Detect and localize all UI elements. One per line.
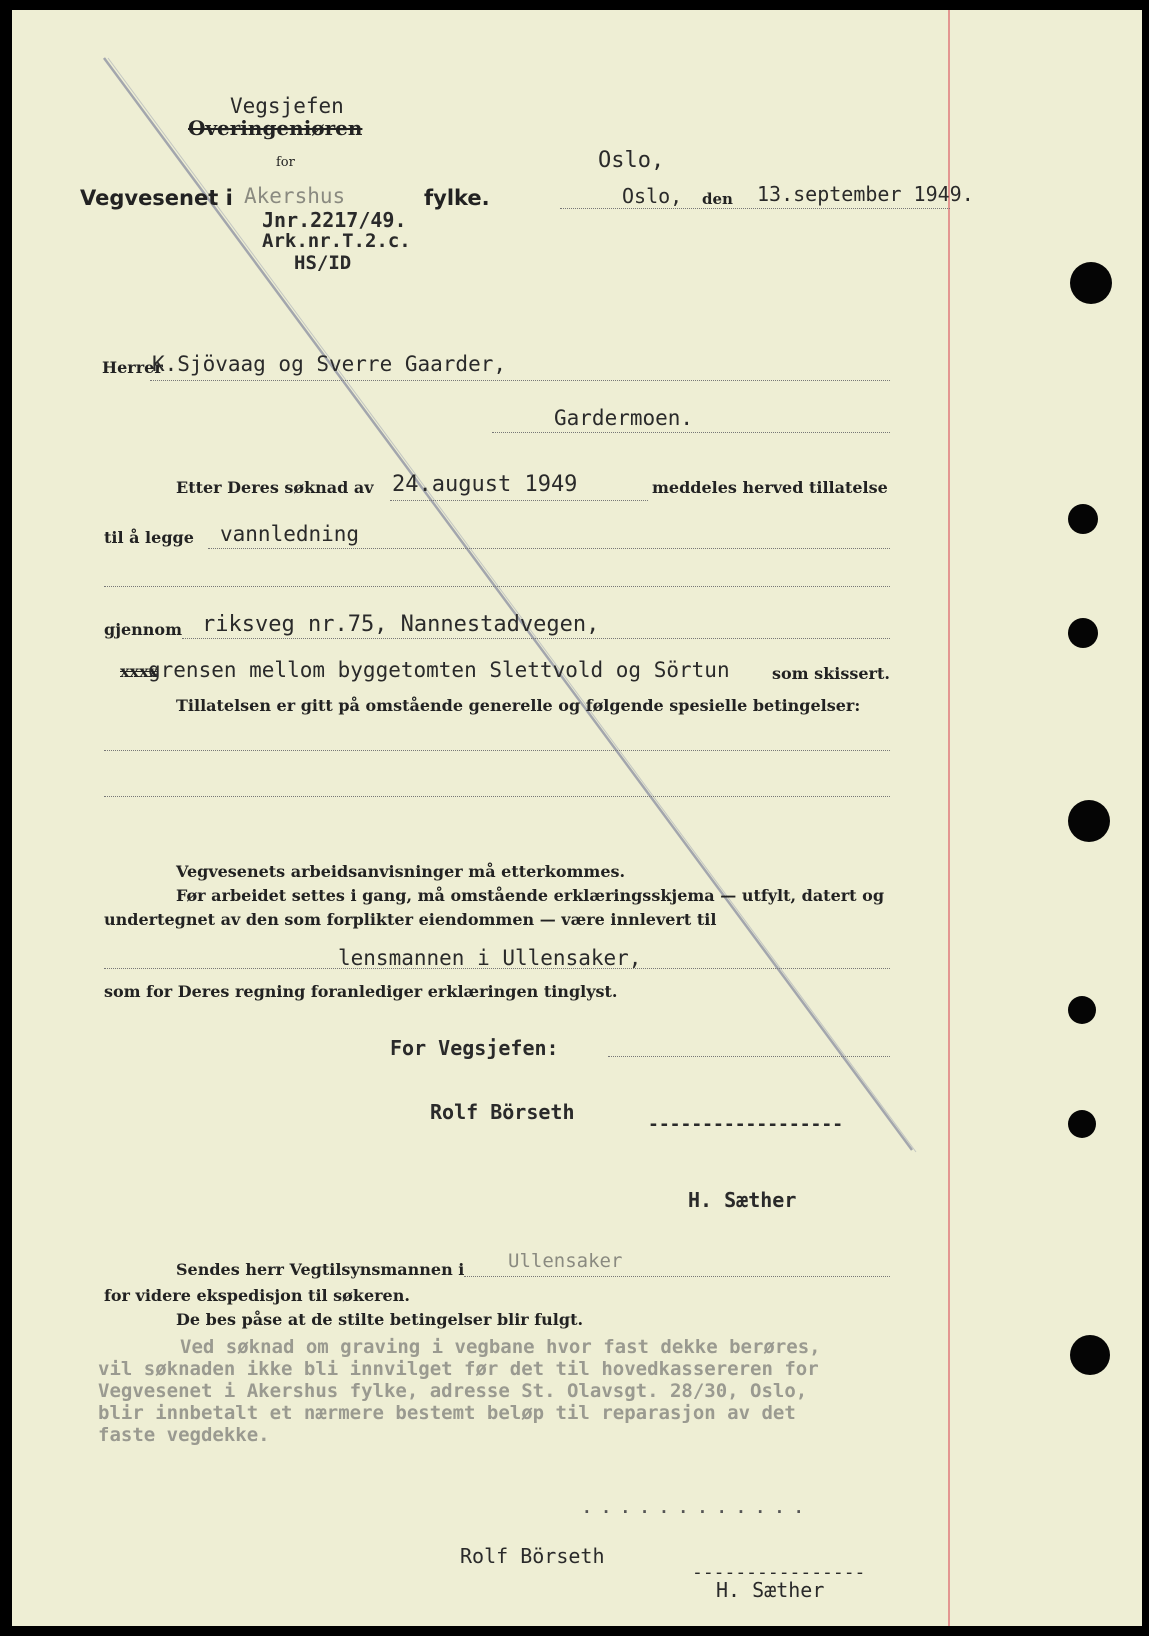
lay-label: til å legge bbox=[104, 528, 194, 547]
application-date: 24.august 1949 bbox=[392, 472, 578, 497]
office-printed: Overingeniøren bbox=[188, 116, 363, 140]
journal-number: Jnr.2217/49. bbox=[262, 208, 407, 232]
county-typed: Akershus bbox=[244, 184, 346, 208]
conditions-dotted-line-1 bbox=[104, 750, 890, 751]
date: 13.september 1949. bbox=[757, 182, 974, 206]
punch-hole bbox=[1070, 262, 1112, 304]
date-dotted-line bbox=[560, 208, 950, 209]
forward-district: Ullensaker bbox=[508, 1250, 623, 1272]
through-label: gjennom bbox=[104, 620, 183, 639]
declaration-line-2: undertegnet av den som forplikter eiendommen — være innlevert til bbox=[104, 910, 717, 929]
org-suffix: fylke. bbox=[424, 186, 490, 210]
place: Oslo, bbox=[622, 184, 683, 208]
punch-hole bbox=[1068, 1110, 1096, 1138]
application-date-dots bbox=[390, 500, 648, 501]
archive-number: Ark.nr.T.2.c. bbox=[262, 230, 411, 252]
signature-second: H. Sæther bbox=[688, 1188, 797, 1212]
signature-dashes: ------------------ bbox=[648, 1114, 844, 1135]
registration-line: som for Deres regning foranlediger erklæringen tinglyst. bbox=[104, 982, 618, 1001]
declaration-line-1: Før arbeidet settes i gang, må omstående erklæringsskjema — utfylt, datert og bbox=[176, 886, 884, 905]
conditions-dotted-line-2 bbox=[104, 796, 890, 797]
through-dotted-line bbox=[182, 638, 890, 639]
footer-dashes: ---------------- bbox=[692, 1562, 866, 1583]
as-sketched: som skissert. bbox=[772, 664, 890, 683]
initials: HS/ID bbox=[294, 252, 352, 274]
notice-line-3: Vegvesenet i Akershus fylke, adresse St. Olavsgt. 28/30, Oslo, bbox=[98, 1380, 808, 1402]
punch-hole bbox=[1068, 504, 1098, 534]
lay-dotted-line bbox=[208, 548, 890, 549]
footer-second: H. Sæther bbox=[716, 1578, 825, 1602]
forward-dotted-line bbox=[464, 1276, 890, 1277]
notice-line-1: Ved søknad om graving i vegbane hvor fast dekke berøres, bbox=[180, 1336, 821, 1358]
punch-hole bbox=[1070, 1335, 1110, 1375]
authority-name: lensmannen i Ullensaker, bbox=[338, 946, 642, 970]
den-label: den bbox=[702, 190, 733, 208]
lay-item: vannledning bbox=[220, 522, 360, 546]
notice-line-4: blir innbetalt et nærmere bestemt beløp til reparasjon av det bbox=[98, 1402, 796, 1424]
punch-hole bbox=[1068, 800, 1110, 842]
permit-granted: meddeles herved tillatelse bbox=[652, 478, 888, 497]
application-intro: Etter Deres søknad av bbox=[176, 478, 374, 497]
conditions-intro: Tillatelsen er gitt på omstående generelle og følgende spesielle betingelser: bbox=[176, 696, 861, 715]
footer-name: Rolf Börseth bbox=[460, 1544, 605, 1568]
office-typed: Vegsjefen bbox=[230, 94, 344, 118]
footer-dots: . . . . . . . . . . . . bbox=[582, 1498, 804, 1517]
recipient-dotted-line bbox=[150, 380, 890, 381]
punch-hole bbox=[1068, 618, 1098, 648]
instructions-line: Vegvesenets arbeidsanvisninger må etterkommes. bbox=[176, 862, 626, 881]
signature-for: For Vegsjefen: bbox=[390, 1036, 559, 1060]
forward-line-3: De bes påse at de stilte betingelser blir fulgt. bbox=[176, 1310, 584, 1329]
through-road: riksveg nr.75, Nannestadvegen, bbox=[202, 612, 600, 637]
punch-hole bbox=[1068, 996, 1096, 1024]
for-label: for bbox=[276, 155, 295, 170]
recipient-prefix: Herrer bbox=[102, 358, 163, 377]
struck-word: xxxx bbox=[120, 662, 159, 681]
notice-line-5: faste vegdekke. bbox=[98, 1424, 270, 1446]
forward-line-1: Sendes herr Vegtilsynsmannen i bbox=[176, 1260, 465, 1279]
forward-line-2: for videre ekspedisjon til søkeren. bbox=[104, 1286, 410, 1305]
recipient-name: K.Sjövaag og Sverre Gaarder, bbox=[152, 352, 507, 376]
org-prefix: Vegvesenet i bbox=[80, 186, 233, 210]
place-dotted-line bbox=[492, 432, 890, 433]
signature-dotted-line bbox=[608, 1056, 890, 1057]
document-page bbox=[12, 10, 1142, 1626]
notice-line-2: vil søknaden ikke bli innvilget før det til hovedkassereren for bbox=[98, 1358, 819, 1380]
signature-name: Rolf Börseth bbox=[430, 1100, 575, 1124]
blank-dotted-line bbox=[104, 586, 890, 587]
place-top: Oslo, bbox=[598, 148, 665, 173]
recipient-place: Gardermoen. bbox=[554, 406, 694, 430]
boundary-description: grensen mellom byggetomten Slettvold og Sörtun bbox=[148, 658, 730, 682]
